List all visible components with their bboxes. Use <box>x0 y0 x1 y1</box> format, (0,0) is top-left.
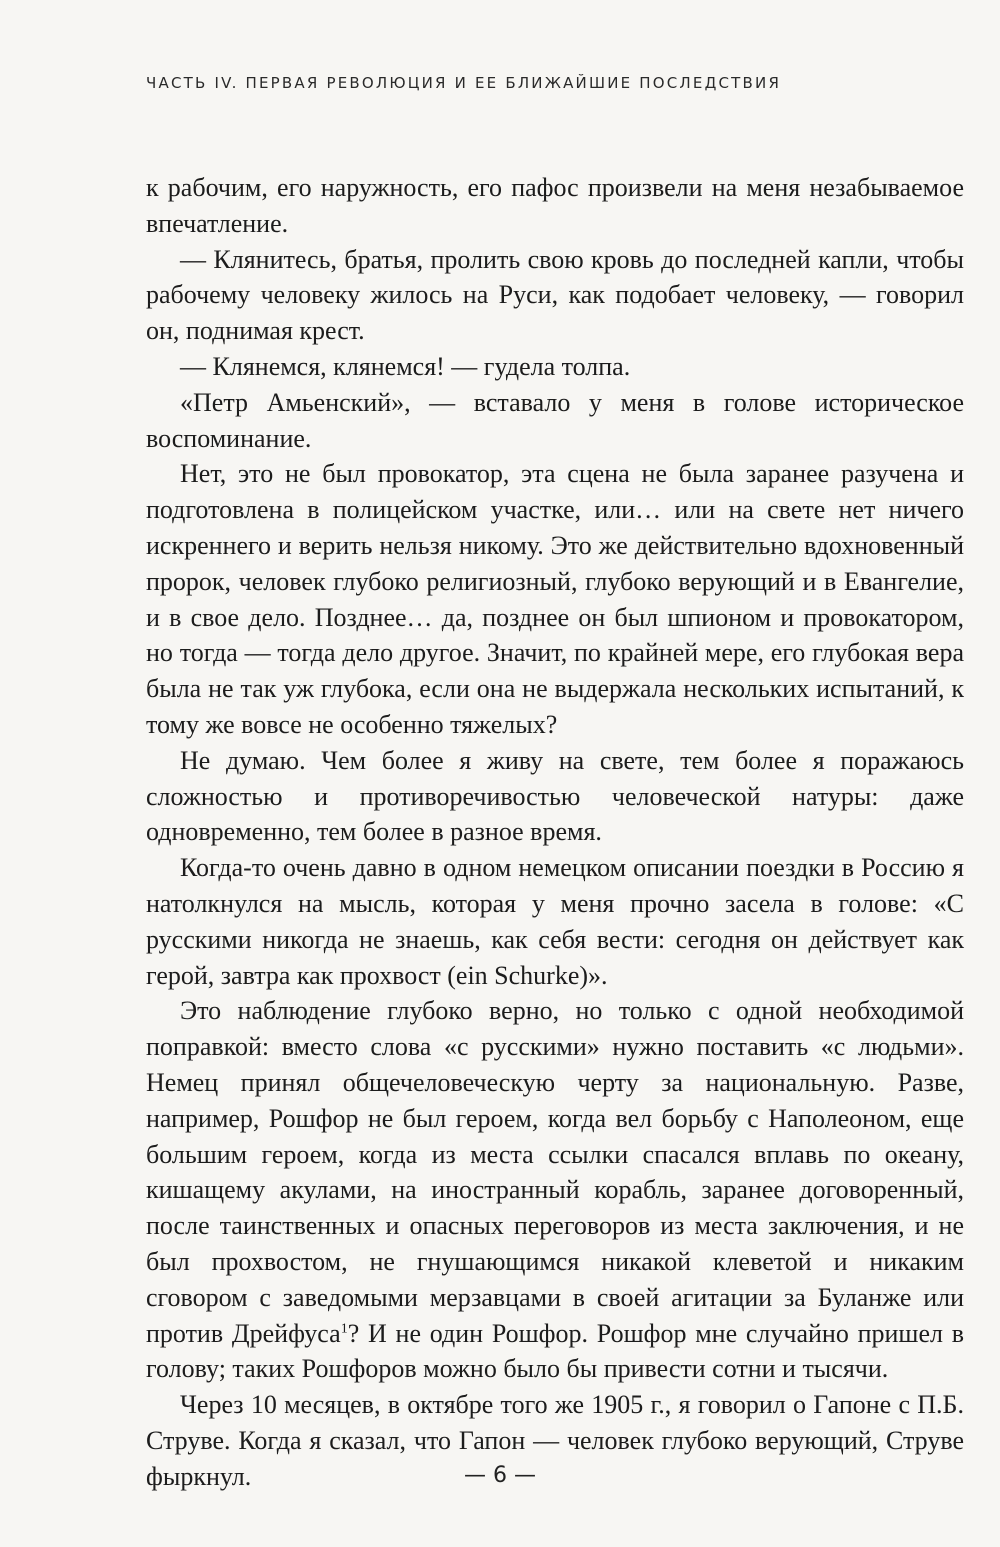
footnote-marker: 1 <box>340 1320 348 1336</box>
paragraph-6: Не думаю. Чем более я живу на свете, тем более я поражаюсь сложностью и противоречивостью человеческой натуры: даже одновременно, тем более в разное время. <box>146 745 964 847</box>
body-text <box>146 170 964 1494</box>
paragraph-8 <box>146 993 964 1387</box>
paragraph-5: Нет, это не был провокатор, эта сцена не была заранее разучена и подготовлена в полицейском участке, или… или на свете нет ничего искреннего и верить нельзя никому. Это же действительно вдохновенный пророк, человек глубоко религиозный, глубоко верующий и в Евангелие, и в свое дело. Позднее… да, позднее он был шпионом и провокатором, но тогда — тогда дело другое. Значит, по крайней мере, его глубокая вера была не так уж глубока, если она не выдержала нескольких испытаний, к тому же вовсе не особенно тяжелых? <box>146 459 964 739</box>
page-number: — 6 — <box>464 1463 536 1488</box>
paragraph-7: Когда-то очень давно в одном немецком описании поездки в Россию я натолкнулся на мысль, которая у меня прочно засела в голове: «С русскими никогда не знаешь, как себя вести: сегодня он действует как герой, завтра как прохвост (ein Schurke)». <box>146 853 964 990</box>
paragraph-1: к рабочим, его наружность, его пафос произвели на меня незабываемое впечатление. <box>146 173 964 238</box>
paragraph-8-end: ? И не один Рошфор. Рошфор мне случайно пришел в голову; таких Рошфоров можно было бы привести сотни и тысячи. <box>146 1318 964 1384</box>
paragraph-8-start: Это наблюдение глубоко верно, но только с одной необходимой поправкой: вместо слова «с русскими» нужно поставить «с людьми». Немец принял общечеловеческую черту за национальную. Разве, например, Рошфор не был героем, когда вел борьбу с Наполеоном, еще большим героем, когда из места ссылки спасался вплавь по океану, кишащему акулами, на иностранный корабль, заранее договоренный, после таинственных и опасных переговоров из места заключения, и не был прохвостом, не гнушающимся никакой клеветой и никаким сговором с заведомыми мерзавцами в своей агитации за Буланже или против Дрейфуса <box>146 996 964 1348</box>
running-head: ЧАСТЬ IV. ПЕРВАЯ РЕВОЛЮЦИЯ И ЕЕ БЛИЖАЙШИЕ ПОСЛЕДСТВИЯ <box>146 74 782 92</box>
paragraph-4: «Петр Амьенский», — вставало у меня в голове историческое воспоминание. <box>146 387 964 453</box>
paragraph-3: — Клянемся, клянемся! — гудела толпа. <box>180 351 631 381</box>
paragraph-2: — Клянитесь, братья, пролить свою кровь до последней капли, чтобы рабочему человеку жилось на Руси, как подобает человеку, — говорил он, поднимая крест. <box>146 244 964 346</box>
paragraph-9: Через 10 месяцев, в октябре того же 1905 г., я говорил о Гапоне с П.Б. Струве. Когда я сказал, что Гапон — человек глубоко верующий, Струве фыркнул. <box>146 1390 964 1491</box>
